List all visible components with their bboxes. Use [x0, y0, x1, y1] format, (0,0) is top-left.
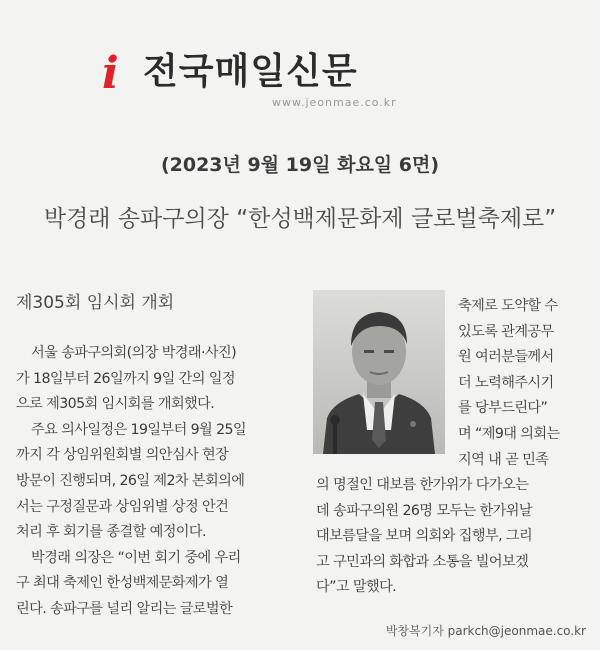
body-line: 고 구민과의 화합과 소통을 빌어보겠 — [316, 553, 529, 570]
body-column-right-top — [458, 294, 598, 473]
portrait-photo — [313, 290, 445, 454]
body-line: 주요 의사일정은 19일부터 9월 25일 — [31, 421, 247, 438]
body-line: 으로 제305회 임시회를 개회했다. — [16, 396, 215, 413]
body-line: 박경래 의장은 “이번 회기 중에 우리 — [31, 549, 241, 566]
publication-date: (2023년 9월 19일 화요일 6면) — [160, 154, 440, 176]
body-line: 다”고 말했다. — [316, 579, 397, 596]
body-line: 의 명절인 대보름 한가위가 다가오는 — [316, 477, 529, 493]
paper-url: www.jeonmae.co.kr — [272, 96, 397, 109]
body-line: 방문이 진행되며, 26일 제2차 본회의에 — [16, 472, 245, 489]
body-line: 데 송파구의원 26명 모두는 한가위날 — [316, 502, 532, 519]
body-column-right-bottom — [316, 473, 598, 601]
body-line: 원 여러분들께서 — [458, 349, 554, 366]
body-line: 있도록 관계공무 — [458, 323, 554, 340]
masthead — [0, 38, 600, 108]
body-line: 가 18일부터 26일까지 9일 간의 일정 — [16, 370, 235, 387]
body-line: 린다. 송파구를 널리 알리는 글로벌한 — [16, 600, 233, 617]
body-line: 대보름달을 보며 의회와 집행부, 그리 — [316, 528, 533, 545]
body-line: 더 노력해주시기 — [458, 374, 554, 391]
paper-name: 전국매일신문 — [143, 51, 358, 92]
body-line: 구 최대 축제인 한성백제문화제가 열 — [16, 575, 229, 592]
body-line: 처리 후 회기를 종결할 예정이다. — [16, 524, 206, 541]
body-line: 서울 송파구의회(의장 박경래·사진) — [31, 345, 237, 361]
body-line: 서는 구정질문과 상임위별 상정 안건 — [16, 498, 229, 515]
body-column-left — [16, 341, 292, 623]
body-line: 까지 각 상임위원회별 의안심사 현장 — [16, 447, 229, 464]
body-line: 축제로 도약할 수 — [458, 298, 558, 314]
subheadline: 제305회 임시회 개회 — [16, 293, 175, 313]
headline: 박경래 송파구의장 “한성백제문화제 글로벌축제로” — [43, 206, 557, 232]
logo-icon: i — [102, 48, 119, 99]
body-line: 지역 내 곧 민족 — [458, 451, 549, 468]
body-line: 며 “제9대 의회는 — [458, 425, 560, 442]
body-line: 를 당부드린다” — [458, 400, 548, 417]
byline: 박창복기자 parkch@jeonmae.co.kr — [385, 624, 586, 638]
portrait-icon — [313, 290, 445, 454]
